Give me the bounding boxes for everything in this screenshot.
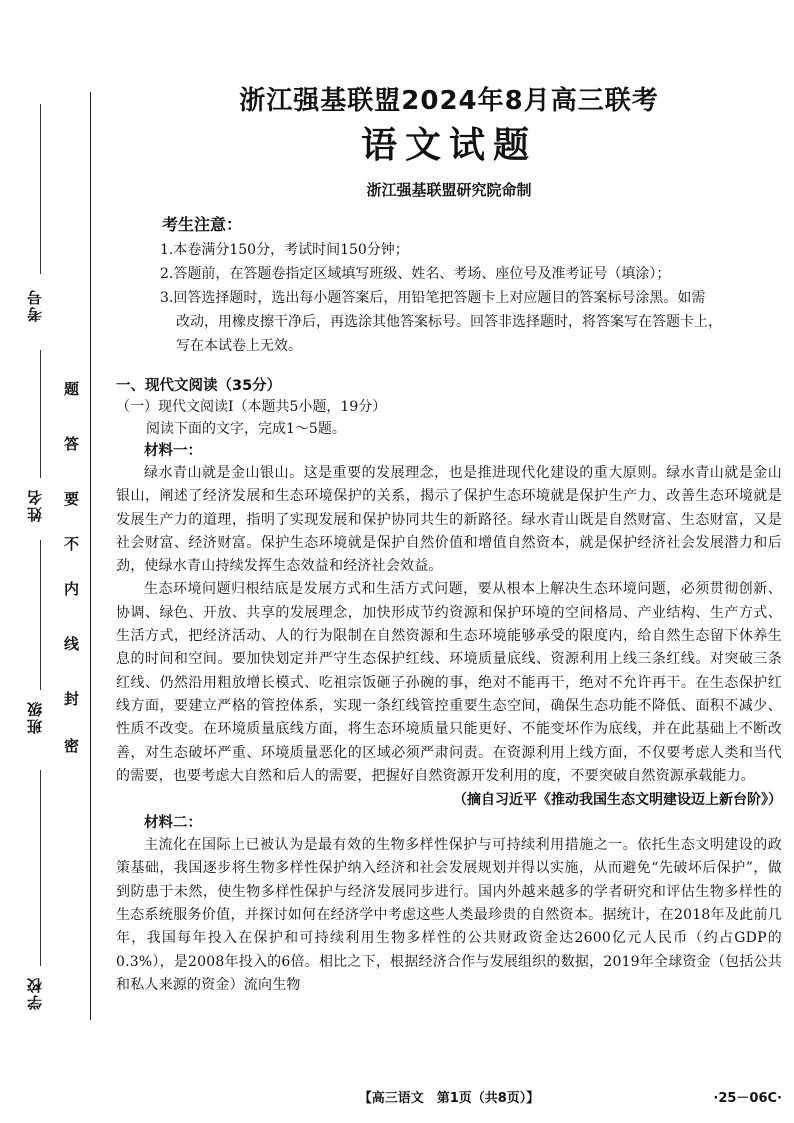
class-line (40, 540, 41, 690)
notice-item-continued: 改动，用橡皮擦干净后，再选涂其他答案标号。回答非选择题时，将答案写在答题卡上， (176, 314, 722, 330)
notice-item: 3.回答选择题时，选出每小题答案后，用铅笔把答题卡上对应题目的答案标号涂黑。如需 (160, 290, 706, 306)
seal-char-5: 内 (64, 580, 80, 598)
material-1-paragraph: 绿水青山就是金山银山。这是重要的发展理念，也是推进现代化建设的重大原则。绿水青山就是金山银山，阐述了经济发展和生态环境保护的关系，揭示了保护生态环境就是保护生产力、改善生态环境就是发展生产力的道理，指明了实现发展和保护协同共生的新路径。绿水青山既是自然财富、生态财富，又是社会财富、经济财富。保护生态环境就是保护自然价值和增值自然资本，就是保护经济社会发展潜力和后劲，使绿水青山持续发挥生态效益和经济社会效益。 (116, 465, 782, 575)
material-1-paragraph: 生态环境问题归根结底是发展方式和生活方式问题，要从根本上解决生态环境问题，必须贯彻创新、协调、绿色、开放、共享的发展理念，加快形成节约资源和保护环境的空间格局、产业结构、生产方式、生活方式，把经济活动、人的行为限制在自然资源和生态环境能够承受的限度内，给自然生态留下休养生息的时间和空间。要加快划定并严守生态保护红线、环境质量底线、资源利用上线三条红线。对突破三条红线、仍然沿用粗放增长模式、吃祖宗饭砸子孙碗的事，绝对不能再干，绝对不允许再干。在生态保护红线方面，要建立严格的管控体系，实现一条红线管控重要生态空间，确保生态功能不降低、面积不减少、性质不改变。在环境质量底线方面，将生态环境质量只能更好、不能变坏作为底线，并在此基础上不断改善，对生态破坏严重、环境质量恶化的区域必须严肃问责。在资源利用上线方面，不仅要考虑人类和当代的需要，也要考虑大自然和后人的需要，把握好自然资源开发利用的度，不要突破自然资源承载能力。 (116, 581, 782, 784)
seal-char-6: 线 (64, 635, 80, 653)
material-1-label: 材料一： (144, 443, 202, 459)
exam-title: 浙江强基联盟2024年8月高三联考 (239, 86, 659, 116)
sub-section-heading: （一）现代文阅读Ⅰ（本题共5小题，19分） (116, 399, 387, 415)
exam-number-label: 考号 (26, 288, 44, 322)
material-2-label: 材料二： (144, 815, 202, 832)
name-line (40, 350, 41, 478)
page-number: 【高三语文 第1页（共8页）】 (358, 1091, 540, 1106)
reading-instruction: 阅读下面的文字，完成1～5题。 (146, 421, 346, 437)
paper-title: 语文试题 (360, 124, 537, 166)
organizer-line: 浙江强基联盟研究院命制 (366, 181, 532, 199)
notice-heading: 考生注意： (162, 215, 243, 234)
binding-line (90, 92, 91, 1020)
seal-char-1: 题 (64, 380, 80, 398)
binding-margin (0, 0, 92, 1123)
seal-char-3: 要 (64, 490, 80, 508)
class-label: 班级 (26, 700, 44, 734)
page-footer (116, 1087, 782, 1107)
exam-page-content (116, 84, 782, 997)
notice-item: 2.答题前，在答题卷指定区域填写班级、姓名、考场、座位号及准考证号（填涂）； (160, 266, 671, 282)
seal-char-4: 不 (64, 535, 80, 553)
section-heading: 一、现代文阅读（35分） (116, 378, 282, 394)
seal-char-7: 封 (64, 690, 80, 708)
school-line (40, 770, 41, 966)
name-label: 姓名 (26, 488, 44, 522)
notice-list (160, 238, 782, 358)
school-label: 学校 (26, 976, 44, 1010)
seal-char-8: 密 (64, 737, 80, 755)
material-1-source: （摘自习近平《推动我国生态文明建设迈上新台阶》） (453, 792, 782, 809)
notice-item-continued: 写在本试卷上无效。 (176, 338, 302, 354)
material-2-paragraph: 主流化在国际上已被认为是最有效的生物多样性保护与可持续利用措施之一。依托生态文明建设的政策基础，我国逐步将生物多样性保护纳入经济和社会发展规划并得以实施，从而避免“先破坏后保护”，做到防患于未然，使生物多样性保护与经济发展同步进行。国内外越来越多的学者研究和评估生物多样性的生态系统服务价值，并探讨如何在经济学中考虑这些人类最珍贵的自然资本。据统计，在2018年及此前几年，我国每年投入在保护和可持续利用生物多样性的公共财政资金达2600亿元人民币（约占GDP的0.3%），是2008年投入的6倍。相比之下，根据经济合作与发展组织的数据，2019年全球资金（包括公共和私人来源的资金）流向生物 (116, 837, 782, 993)
paper-code: ·25－06C· (713, 1091, 782, 1106)
seal-char-2: 答 (64, 435, 80, 453)
notice-item: 1.本卷满分150分，考试时间150分钟； (160, 242, 409, 258)
exam-number-line (40, 104, 41, 274)
